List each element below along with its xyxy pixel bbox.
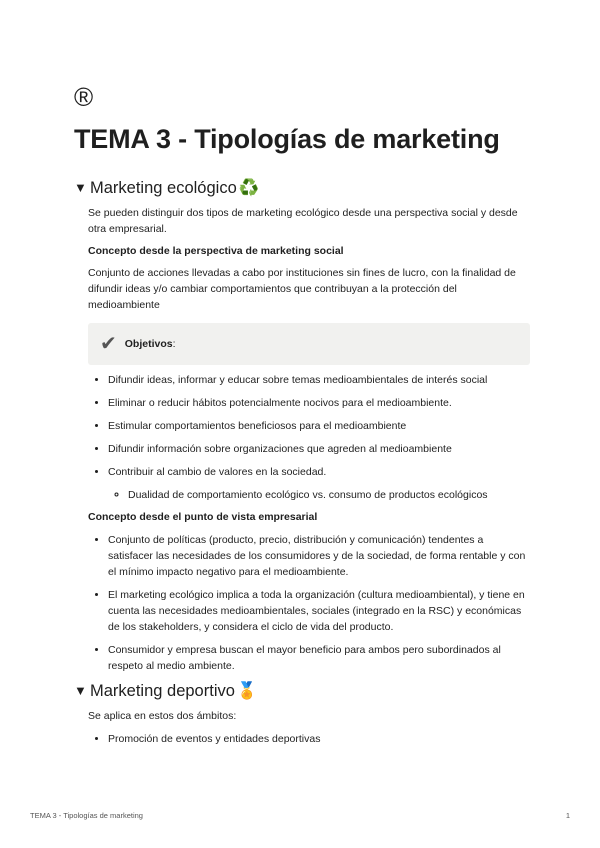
list-item: • El marketing ecológico implica a toda la organización (cultura medioambiental), y tiene en cuenta las necesidades medioambientales, sociales (integrado en la RSC) y económicas de los stakeholders, y considera el ciclo de vida del producto. [108, 587, 530, 635]
callout-suffix: : [172, 338, 176, 350]
toggle-heading-text: Marketing deportivo [90, 682, 235, 700]
sub-list [108, 487, 530, 503]
list-item: • Eliminar o reducir hábitos potencialmente nocivos para el medioambiente. [108, 395, 530, 411]
list-item [108, 464, 530, 503]
list-item: • Estimular comportamientos beneficiosos para el medioambiente [108, 418, 530, 434]
page-content [74, 177, 530, 747]
objectives-list [88, 372, 530, 503]
recycle-icon: ♻️ [238, 179, 260, 197]
list-item: • Difundir ideas, informar y educar sobre temas medioambientales de interés social [108, 372, 530, 388]
toggle-triangle-icon[interactable]: ▼ [74, 683, 87, 698]
callout-objectives [88, 323, 530, 365]
paragraph-intro: Se aplica en estos dos ámbitos: [88, 710, 237, 722]
paragraph-intro: Se pueden distinguir dos tipos de marketing ecológico desde una perspectiva social y desde otra empresarial. [88, 207, 518, 235]
footer-page-number: 1 [565, 811, 570, 820]
subheading-business: Concepto desde el punto de vista empresarial [88, 511, 318, 523]
toggle-heading-marketing-ecologico[interactable] [74, 177, 530, 199]
list-item: • Consumidor y empresa buscan el mayor beneficio para ambos pero subordinados al respeto al medio ambiente. [108, 642, 530, 674]
footer-title: TEMA 3 - Tipologías de marketing [30, 811, 143, 820]
subheading-social: Concepto desde la perspectiva de marketing social [88, 245, 344, 257]
toggle-heading-marketing-deportivo[interactable] [74, 680, 530, 702]
page-title: TEMA 3 - Tipologías de marketing [74, 124, 500, 154]
list-item: • Difundir información sobre organizaciones que agreden al medioambiente [108, 441, 530, 457]
medal-icon: 🏅 [236, 682, 258, 700]
page-icon: ® [74, 82, 94, 112]
toggle-body-marketing-deportivo [74, 708, 530, 747]
sub-list-item: ◦ Dualidad de comportamiento ecológico vs. consumo de productos ecológicos [128, 487, 530, 503]
list-item-text: Contribuir al cambio de valores en la sociedad. [108, 466, 327, 478]
list-item: • Conjunto de políticas (producto, precio, distribución y comunicación) tendentes a satisfacer las necesidades de los consumidores y de la sociedad, de forma rentable y con el mínimo impacto negativo para el medioambiente. [108, 532, 530, 580]
deportivo-list [88, 731, 530, 747]
toggle-triangle-icon[interactable]: ▼ [74, 180, 87, 195]
toggle-body-marketing-ecologico [74, 205, 530, 674]
list-item: • Promoción de eventos y entidades deportivas [108, 731, 530, 747]
callout-label: Objetivos [124, 338, 173, 350]
check-icon: ✔ [100, 333, 117, 355]
business-list [88, 532, 530, 674]
paragraph-social: Conjunto de acciones llevadas a cabo por instituciones sin fines de lucro, con la finalidad de difundir ideas y/o cambiar comportamientos que contribuyan a la protección del medioambiente [88, 267, 516, 311]
toggle-heading-text: Marketing ecológico [90, 179, 237, 197]
